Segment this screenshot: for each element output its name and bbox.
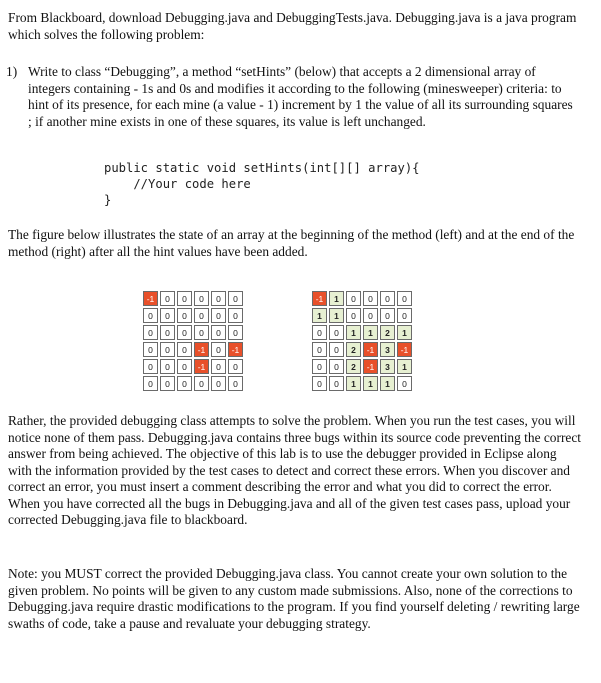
- grid-cell-mine: -1: [363, 359, 378, 374]
- task-number: 1): [6, 64, 18, 79]
- grid-cell: 0: [211, 291, 226, 306]
- grid-cell: 0: [329, 376, 344, 391]
- grid-cell: 0: [211, 342, 226, 357]
- grid-cell: 0: [228, 325, 243, 340]
- grid-cell: 2: [346, 359, 361, 374]
- grid-cell: 0: [211, 359, 226, 374]
- grid-cell: 0: [177, 359, 192, 374]
- grid-cell: 0: [363, 308, 378, 323]
- grid-cell: 1: [397, 359, 412, 374]
- grid-cell: 0: [194, 308, 209, 323]
- grid-cell: 0: [228, 359, 243, 374]
- grid-cell: 0: [143, 308, 158, 323]
- grid-cell-mine: -1: [363, 342, 378, 357]
- grid-cell: 0: [177, 376, 192, 391]
- grid-row: [312, 376, 412, 391]
- grid-cell: 1: [312, 308, 327, 323]
- code-line-close: }: [104, 193, 112, 207]
- grid-row: [312, 359, 412, 374]
- grid-cell: 0: [143, 376, 158, 391]
- grid-cell-mine: -1: [228, 342, 243, 357]
- intro-paragraph: From Blackboard, download Debugging.java and DebuggingTests.java. Debugging.java is a java program which solves the following problem:: [8, 10, 577, 42]
- grid-cell: 0: [211, 325, 226, 340]
- code-block: [104, 160, 420, 208]
- grid-row: [143, 308, 243, 323]
- grid-cell: 0: [397, 291, 412, 306]
- grid-cell: 3: [380, 342, 395, 357]
- grid-cell: 1: [397, 325, 412, 340]
- grid-cell-mine: -1: [194, 359, 209, 374]
- grid-row: [143, 342, 243, 357]
- grid-cell: 0: [380, 308, 395, 323]
- grid-cell: 0: [397, 376, 412, 391]
- grid-row: [312, 291, 412, 306]
- grid-cell: 0: [143, 359, 158, 374]
- grid-row: [143, 376, 243, 391]
- grid-row: [312, 308, 412, 323]
- grid-cell: 0: [194, 325, 209, 340]
- grid-cell: 0: [160, 376, 175, 391]
- grid-cell: 0: [177, 308, 192, 323]
- grid-cell: 0: [312, 359, 327, 374]
- note-paragraph: Note: you MUST correct the provided Debugging.java class. You cannot create your own solution to the given problem. No points will be given to any custom made submissions. Also, none of the corrections to Debugging.java require drastic modifications to the program. If you find yourself deleting / rewriting large swaths of code, take a pause and revaluate your debugging strategy.: [8, 566, 580, 631]
- grid-cell: 0: [160, 291, 175, 306]
- grid-cell: 0: [228, 308, 243, 323]
- grid-cell: 2: [346, 342, 361, 357]
- grid-cell: 1: [329, 291, 344, 306]
- grid-cell: 1: [363, 325, 378, 340]
- grid-cell: 0: [312, 325, 327, 340]
- grid-cell: 0: [143, 325, 158, 340]
- grid-cell: 1: [380, 376, 395, 391]
- grid-cell: 0: [397, 308, 412, 323]
- grid-cell: 0: [346, 308, 361, 323]
- figure-description: The figure below illustrates the state of an array at the beginning of the method (left) and at the end of the method (right) after all the hint values have been added.: [8, 227, 575, 259]
- grid-cell: 0: [211, 308, 226, 323]
- grid-after: [310, 289, 414, 393]
- grid-cell: 0: [177, 291, 192, 306]
- grid-cell: 0: [160, 359, 175, 374]
- grid-cell: 0: [228, 291, 243, 306]
- instructions-paragraph: Rather, the provided debugging class attempts to solve the problem. When you run the test cases, you will notice none of them pass. Debugging.java contains three bugs within its source code preventing the correct answer from being achieved. The objective of this lab is to use the debugger provided in Eclipse along with the information provided by the test cases to detect and correct these errors. When you discover and correct an error, you must insert a comment describing the error and what you did to correct the error. When you have corrected all the bugs in Debugging.java and all of the given test cases pass, upload your corrected Debugging.java file to blackboard.: [8, 413, 582, 527]
- grid-cell: 0: [312, 342, 327, 357]
- grid-cell: 0: [312, 376, 327, 391]
- grid-cell-mine: -1: [312, 291, 327, 306]
- grid-cell: 0: [228, 376, 243, 391]
- task-text: Write to class “Debugging”, a method “setHints” (below) that accepts a 2 dimensional array of integers containing - 1s and 0s and modifies it according to the following (minesweeper) criteria: to hint of its presence, for each mine (a value - 1) increment by 1 the value of all its surrounding squares ; if another mine exists in one of these squares, its value is left unchanged.: [28, 64, 573, 129]
- grid-cell: 1: [329, 308, 344, 323]
- grid-cell: 0: [380, 291, 395, 306]
- grid-row: [143, 325, 243, 340]
- grid-cell: 0: [329, 359, 344, 374]
- code-line-comment: //Your code here: [104, 177, 251, 191]
- grid-cell: 0: [194, 291, 209, 306]
- grid-before: [141, 289, 245, 393]
- grid-cell: 0: [329, 325, 344, 340]
- grid-cell: 0: [160, 308, 175, 323]
- code-line-signature: public static void setHints(int[][] array){: [104, 161, 420, 175]
- grid-cell: 0: [177, 325, 192, 340]
- grid-row: [143, 291, 243, 306]
- grid-cell: 0: [363, 291, 378, 306]
- grid-cell: 0: [143, 342, 158, 357]
- grid-cell: 2: [380, 325, 395, 340]
- grid-cell: 0: [346, 291, 361, 306]
- grid-row: [312, 325, 412, 340]
- grid-cell: 0: [194, 376, 209, 391]
- grid-cell-mine: -1: [143, 291, 158, 306]
- grid-cell: 0: [177, 342, 192, 357]
- grid-cell: 0: [211, 376, 226, 391]
- grid-row: [312, 342, 412, 357]
- grid-cell: 0: [160, 342, 175, 357]
- grid-cell: 0: [160, 325, 175, 340]
- grid-cell-mine: -1: [194, 342, 209, 357]
- grid-cell: 1: [363, 376, 378, 391]
- grid-cell: 0: [329, 342, 344, 357]
- grid-cell-mine: -1: [397, 342, 412, 357]
- grid-cell: 1: [346, 376, 361, 391]
- grid-cell: 1: [346, 325, 361, 340]
- grid-row: [143, 359, 243, 374]
- grid-cell: 3: [380, 359, 395, 374]
